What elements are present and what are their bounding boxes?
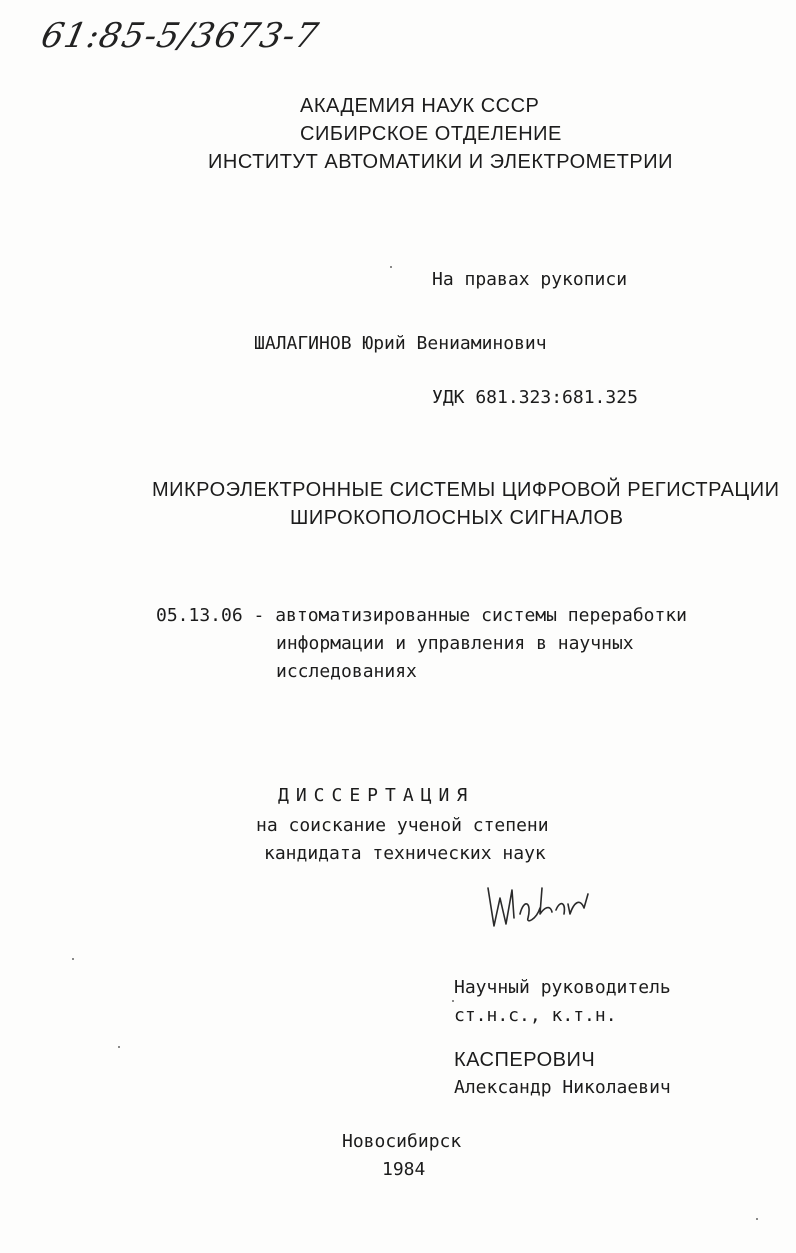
- supervisor-degree: ст.н.с., к.т.н.: [454, 1005, 617, 1026]
- footer-city: Новосибирск: [342, 1131, 462, 1152]
- dissertation-heading: ДИССЕРТАЦИЯ: [278, 785, 475, 806]
- manuscript-rights: На правах рукописи: [432, 269, 628, 290]
- header-branch: СИБИРСКОЕ ОТДЕЛЕНИЕ: [300, 123, 562, 145]
- specialty-line-2: информации и управления в научных: [276, 633, 634, 654]
- specialty-line-3: исследованиях: [276, 661, 417, 682]
- paper-speck: [452, 1000, 454, 1002]
- paper-speck: [72, 958, 74, 960]
- title-line-2: ШИРОКОПОЛОСНЫХ СИГНАЛОВ: [290, 507, 624, 529]
- supervisor-label: Научный руководитель: [454, 977, 671, 998]
- supervisor-full-name: Александр Николаевич: [454, 1077, 671, 1098]
- handwritten-signature: [480, 868, 600, 938]
- header-academy: АКАДЕМИЯ НАУК СССР: [300, 95, 540, 117]
- footer-year: 1984: [382, 1159, 426, 1180]
- dissertation-field-line: кандидата технических наук: [264, 843, 546, 864]
- author-name: ШАЛАГИНОВ Юрий Вениаминович: [254, 333, 547, 354]
- specialty-code-line: 05.13.06 - автоматизированные системы переработки: [156, 605, 688, 626]
- archive-number: 61:85-5/3673-7: [37, 16, 323, 56]
- dissertation-degree-line: на соискание ученой степени: [256, 815, 549, 836]
- paper-speck: [756, 1218, 758, 1220]
- paper-speck: [118, 1046, 120, 1048]
- title-line-1: МИКРОЭЛЕКТРОННЫЕ СИСТЕМЫ ЦИФРОВОЙ РЕГИСТРАЦИИ: [152, 479, 780, 501]
- udc-code: УДК 681.323:681.325: [432, 387, 638, 408]
- paper-speck: [390, 266, 392, 268]
- header-institute: ИНСТИТУТ АВТОМАТИКИ И ЭЛЕКТРОМЕТРИИ: [208, 151, 673, 173]
- supervisor-surname: КАСПЕРОВИЧ: [454, 1049, 596, 1071]
